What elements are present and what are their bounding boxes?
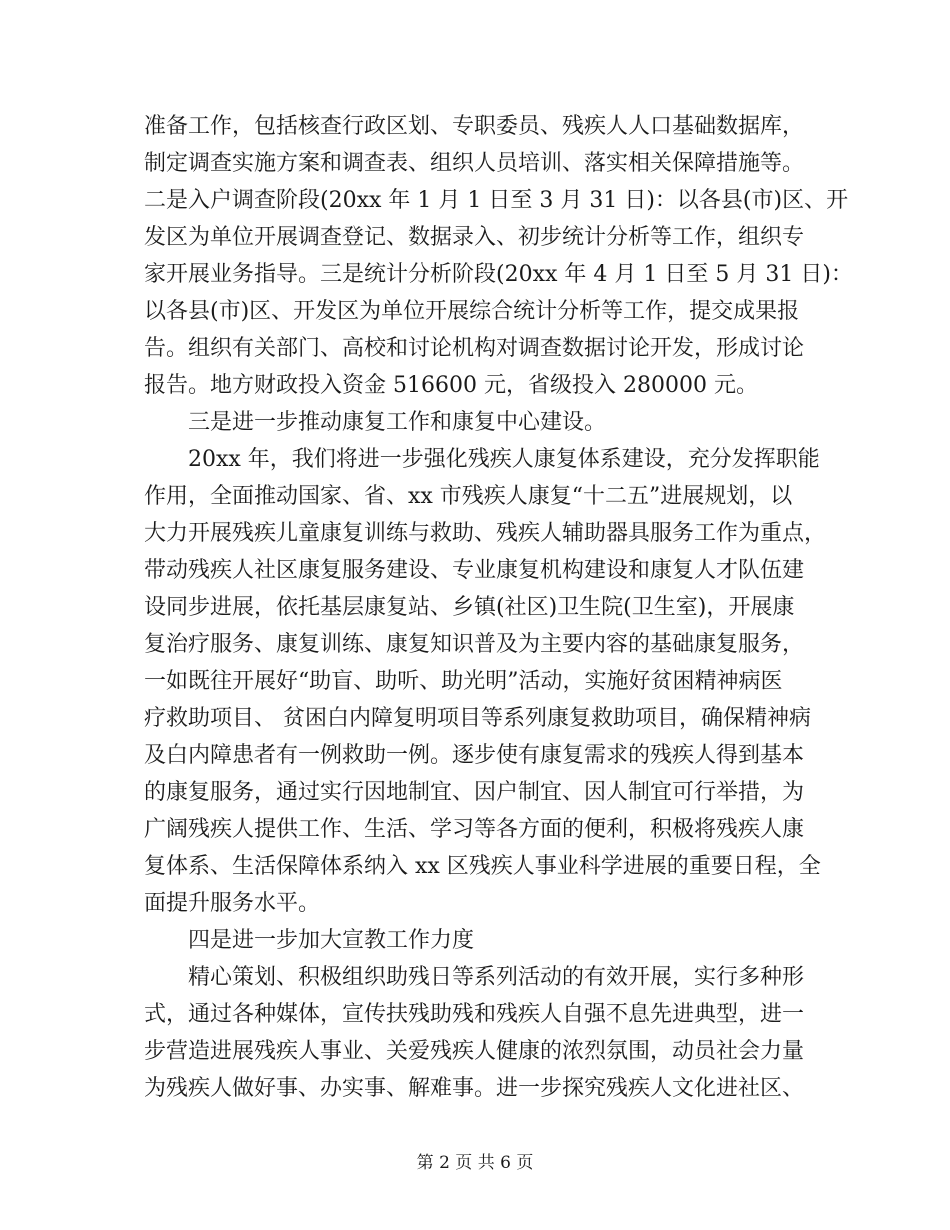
text-line: 广阔残疾人提供工作、生活、学习等各方面的便利，积极将残疾人康 (144, 817, 805, 842)
text-line: 作用，全面推动国家、省、xx 市残疾人康复“十二五”进展规划，以 (144, 484, 793, 509)
section-heading: 四是进一步加大宣教工作力度 (188, 928, 475, 953)
text-line: 的康复服务，通过实行因地制宜、因户制宜、因人制宜可行举措，为 (144, 780, 805, 805)
text-line: 家开展业务指导。三是统计分析阶段(20xx 年 4 月 1 日至 5 月 31 日)： (144, 262, 853, 287)
text-line: 准备工作，包括核查行政区划、专职委员、残疾人人口基础数据库， (144, 114, 805, 139)
text-line: 一如既往开展好“助盲、助听、助光明”活动，实施好贫困精神病医 (144, 669, 783, 694)
text-line: 及白内障患者有一例救助一例。逐步使有康复需求的残疾人得到基本 (144, 743, 805, 768)
text-line: 发区为单位开展调查登记、数据录入、初步统计分析等工作，组织专 (144, 225, 805, 250)
section-heading: 三是进一步推动康复工作和康复中心建设。 (188, 410, 607, 435)
text-line: 复体系、生活保障体系纳入 xx 区残疾人事业科学进展的重要日程，全 (144, 854, 821, 879)
text-line: 步营造进展残疾人事业、关爱残疾人健康的浓烈氛围，动员社会力量 (144, 1039, 805, 1064)
text-line: 二是入户调查阶段(20xx 年 1 月 1 日至 3 月 31 日)：以各县(市)区、开 (144, 188, 849, 213)
text-line: 报告。地方财政投入资金 516600 元，省级投入 280000 元。 (144, 373, 758, 398)
text-line: 以各县(市)区、开发区为单位开展综合统计分析等工作，提交成果报 (144, 299, 800, 324)
text-line: 带动残疾人社区康复服务建设、专业康复机构建设和康复人才队伍建 (144, 558, 805, 583)
page-number-footer: 第 2 页 共 6 页 (416, 1153, 534, 1173)
text-line: 20xx 年，我们将进一步强化残疾人康复体系建设，充分发挥职能 (188, 447, 820, 472)
text-line: 精心策划、积极组织助残日等系列活动的有效开展，实行多种形 (188, 965, 805, 990)
text-line: 疗救助项目、 贫困白内障复明项目等系列康复救助项目，确保精神病 (144, 706, 811, 731)
text-line: 复治疗服务、康复训练、康复知识普及为主要内容的基础康复服务， (144, 632, 805, 657)
text-line: 为残疾人做好事、办实事、解难事。进一步探究残疾人文化进社区、 (144, 1076, 805, 1101)
text-line: 式，通过各种媒体，宣传扶残助残和残疾人自强不息先进典型，进一 (144, 1002, 805, 1027)
text-line: 制定调查实施方案和调查表、组织人员培训、落实相关保障措施等。 (144, 151, 805, 176)
text-line: 告。组织有关部门、高校和讨论机构对调查数据讨论开发，形成讨论 (144, 336, 805, 361)
text-line: 大力开展残疾儿童康复训练与救助、残疾人辅助器具服务工作为重点， (144, 521, 827, 546)
text-line: 设同步进展，依托基层康复站、乡镇(社区)卫生院(卫生室)，开展康 (144, 595, 795, 620)
text-line: 面提升服务水平。 (144, 891, 321, 916)
